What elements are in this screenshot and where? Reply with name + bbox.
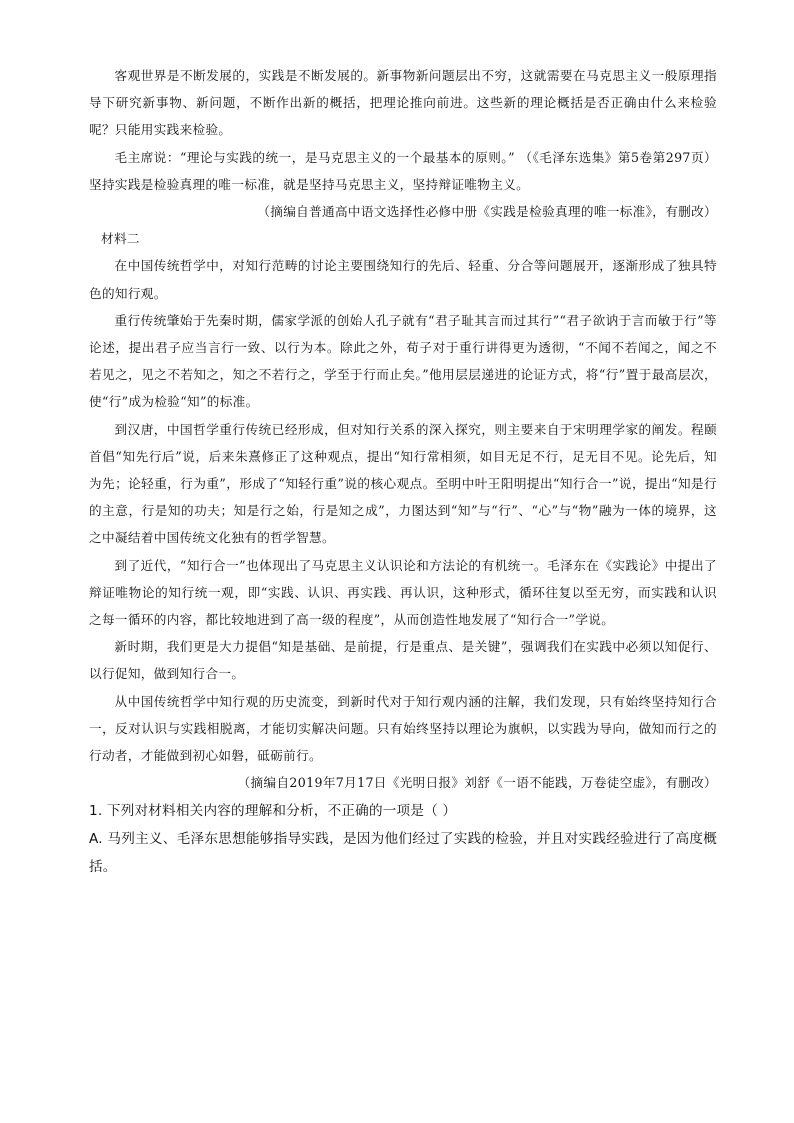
material-one-paragraph-2: 毛主席说：“理论与实践的统一，是马克思主义的一个最基本的原则。” （《毛泽东选集》第5卷第297页）坚持实践是检验真理的唯一标准，就是坚持马克思主义，坚持辩证唯物主义。: [89, 149, 717, 192]
question-stem: 1. 下列对材料相关内容的理解和分析，不正确的一项是（ ）: [89, 803, 457, 820]
document-page: [89, 62, 717, 881]
material-two-paragraph-3: 到汉唐，中国哲学重行传统已经形成，但对知行关系的深入探究，则主要来自于宋明理学家的阐发。程颐首倡“知先行后”说，后来朱熹修正了这种观点，提出“知行常相须，如目无足不行，足无目不见。论先后，知为先；论轻重，行为重”，形成了“知轻行重”说的核心观点。至明中叶王阳明提出“知行合一”说，提出“知是行的主意，行是知的功夫；知是行之始，行是知之成”，力图达到“知”与“行”、“心”与“物”融为一体的境界，这之中凝结着中国传统文化独有的哲学智慧。: [89, 421, 717, 546]
material-two-paragraph-2: 重行传统肇始于先秦时期，儒家学派的创始人孔子就有“君子耻其言而过其行”“君子欲讷于言而敏于行”等论述，提出君子应当言行一致、以行为本。除此之外，荀子对于重行讲得更为透彻，“不闻不若闻之，闻之不若见之，见之不若知之，知之不若行之，学至于行而止矣。”他用层层递进的论证方式，将“行”置于最高层次，使“行”成为检验“知”的标准。: [89, 312, 717, 410]
material-two-paragraph-6: 从中国传统哲学中知行观的历史流变，到新时代对于知行观内涵的注解，我们发现，只有始终坚持知行合一，反对认识与实践相脱离，才能切实解决问题。只有始终坚持以理论为旗帜，以实践为导向，做知而行之的行动者，才能做到初心如磐，砥砺前行。: [89, 693, 717, 764]
question-option-a: A. 马列主义、毛泽东思想能够指导实践，是因为他们经过了实践的检验，并且对实践经验进行了高度概括。: [89, 831, 717, 876]
material-two-paragraph-4: 到了近代，“知行合一”也体现出了马克思主义认识论和方法论的有机统一。毛泽东在《实践论》中提出了辩证唯物论的知行统一观，即“实践、认识、再实践、再认识，这种形式，循环往复以至无穷，而实践和认识之每一循环的内容，都比较地进到了高一级的程度”，从而创造性地发展了“知行合一”学说。: [89, 557, 717, 628]
material-two-source: （摘编自2019年7月17日《光明日报》刘舒《一语不能践，万卷徒空虚》，有删改）: [237, 775, 717, 791]
material-one-source: （摘编自普通高中语文选择性必修中册《实践是检验真理的唯一标准》，有删改）: [257, 204, 717, 220]
question-block: [89, 797, 717, 881]
material-two-paragraph-5: 新时期，我们更是大力提倡“知是基础、是前提，行是重点、是关键”，强调我们在实践中必须以知促行、以行促知，做到知行合一。: [89, 639, 717, 682]
material-two-paragraph-1: 在中国传统哲学中，对知行范畴的讨论主要围绕知行的先后、轻重、分合等问题展开，逐渐形成了独具特色的知行观。: [89, 258, 717, 301]
material-one-paragraph-1: 客观世界是不断发展的，实践是不断发展的。新事物新问题层出不穷，这就需要在马克思主义一般原理指导下研究新事物、新问题，不断作出新的概括，把理论推向前进。这些新的理论概括是否正确由什么来检验呢？只能用实践来检验。: [89, 68, 717, 138]
material-two-heading: 材料二: [101, 231, 140, 247]
